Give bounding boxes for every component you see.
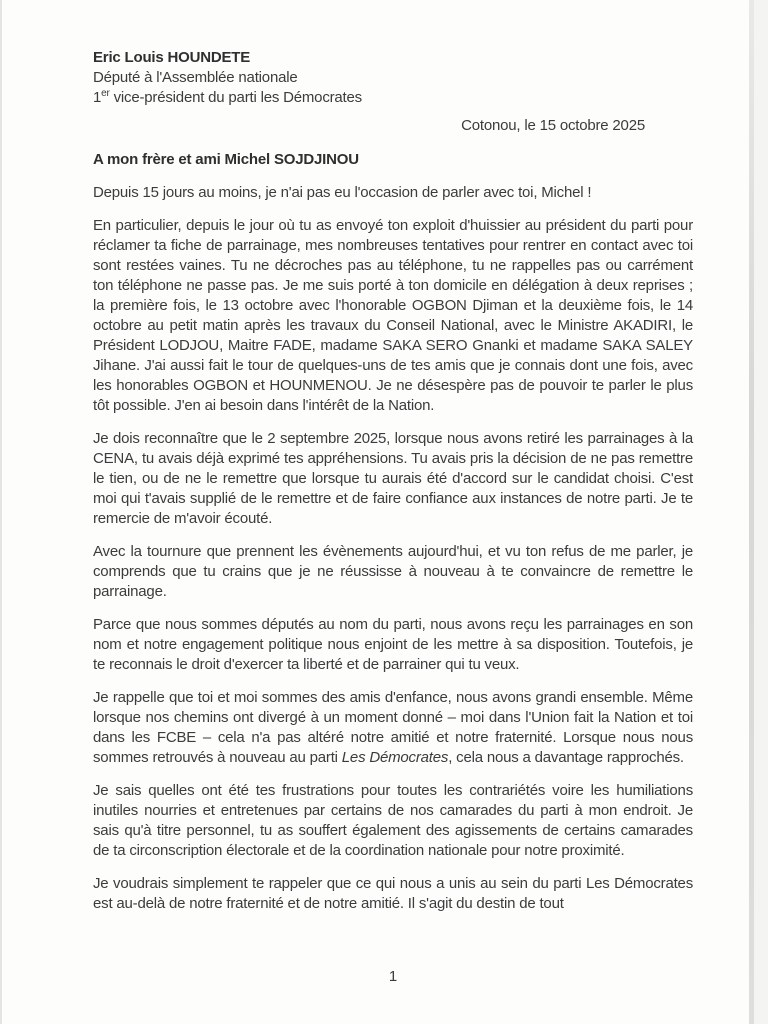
page-number: 1 <box>388 968 398 985</box>
paragraph-text: , cela nous a davantage rapprochés. <box>448 749 684 766</box>
sender-title-line2-ordinal: er <box>101 88 110 99</box>
letter-paragraph: Parce que nous sommes députés au nom du parti, nous avons reçu les parrainages en son nom et notre engagement politique nous enjoint de les mettre à sa disposition. Toutefois, je te reconnais le droit d'exercer ta liberté et de parrainer qui tu veux. <box>93 616 693 673</box>
letter-paragraph: Je voudrais simplement te rappeler que ce qui nous a unis au sein du parti Les Démocrates est au-delà de notre fraternité et de notre amitié. Il s'agit du destin de tout <box>93 875 693 912</box>
letter-paragraph: En particulier, depuis le jour où tu as envoyé ton exploit d'huissier au président du parti pour réclamer ta fiche de parrainage, mes nombreuses tentatives pour rentrer en contact avec toi sont restées vaines. Tu ne décroches pas au téléphone, tu ne rappelles pas ou carrément ton téléphone ne passe pas. Je me suis porté à ton domicile en délégation à deux reprises ; la première fois, le 13 octobre avec l'honorable OGBON Djiman et la deuxième fois, le 14 octobre au petit matin après les travaux du Conseil National, avec le Ministre AKADIRI, le Président LODJOU, Maitre FADE, madame SAKA SERO Gnanki et madame SAKA SALEY Jihane. J'ai aussi fait le tour de quelques-uns de tes amis que je connais dont une fois, avec les honorables OGBON et HOUNMENOU. Je ne désespère pas de pouvoir te parler le plus tôt possible. J'en ai besoin dans l'intérêt de la Nation. <box>93 217 693 414</box>
page-edge-left-line <box>0 0 2 1024</box>
paragraph-text: Je rappelle que toi et moi sommes des amis d'enfance, nous avons grandi ensemble. Même lorsque nos chemins ont divergé à un moment donné – moi dans l'Union fait la Nation et toi dans les FCBE – cela n'a pas altéré notre amitié et notre fraternité. Lorsque nous nous sommes retrouvés à nouveau au parti <box>93 689 693 766</box>
dateline: Cotonou, le 15 octobre 2025 <box>461 117 645 134</box>
letter-paragraph: Je sais quelles ont été tes frustrations pour toutes les contrariétés voire les humiliations inutiles nourries et entretenues par certains de nos camarades du parti à mon endroit. Je sais qu'à titre personnel, tu as souffert également des agissements de certains camarades de ta circonscription électorale et de la coordination nationale pour notre proximité. <box>93 782 693 859</box>
letter-paragraph <box>93 688 693 768</box>
sender-title-line1: Député à l'Assemblée nationale <box>93 69 298 86</box>
letter-content <box>93 48 693 914</box>
sender-title-line2-text: vice-président du parti les Démocrates <box>109 89 362 106</box>
party-name-italic: Les Démocrates <box>341 749 449 766</box>
sender-title-line2 <box>93 88 693 108</box>
salutation: A mon frère et ami Michel SOJDJINOU <box>93 151 359 168</box>
sender-name: Eric Louis HOUNDETE <box>93 49 251 66</box>
page-edge-shadow <box>749 0 754 1024</box>
letter-paragraph: Depuis 15 jours au moins, je n'ai pas eu l'occasion de parler avec toi, Michel ! <box>93 184 592 201</box>
page-edge-background <box>754 0 768 1024</box>
letter-paragraph: Avec la tournure que prennent les évènements aujourd'hui, et vu ton refus de me parler, je comprends que tu crains que je ne réussisse à nouveau à te convaincre de remettre le parrainage. <box>93 543 693 600</box>
sender-title-line2-number: 1 <box>93 89 102 106</box>
letter-paragraph: Je dois reconnaître que le 2 septembre 2025, lorsque nous avons retiré les parrainages à la CENA, tu avais déjà exprimé tes appréhensions. Tu avais pris la décision de ne pas remettre le tien, ou de ne le remettre que lorsque tu aurais été d'accord sur le candidat choisi. C'est moi qui t'avais supplié de le remettre et de faire confiance aux instances de notre parti. Je te remercie de m'avoir écouté. <box>93 430 693 527</box>
